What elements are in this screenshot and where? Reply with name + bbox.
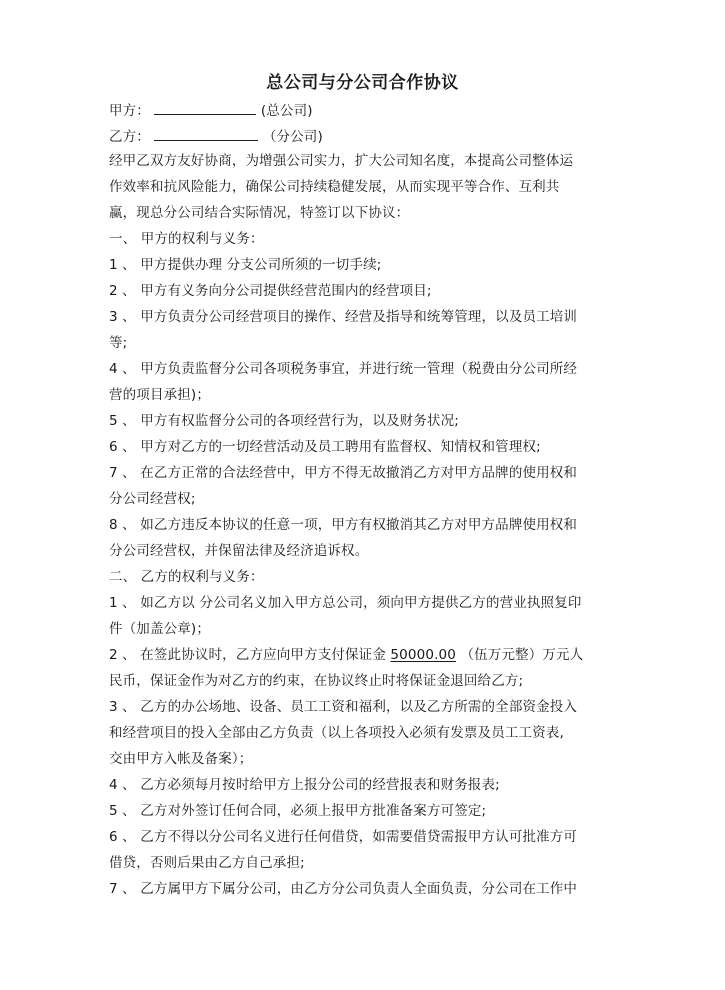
party-a-blank [154,100,256,115]
clause-line: 民币，保证金作为对乙方的约束，在协议终止时将保证金退回给乙方; [109,673,524,689]
clause-line: 3 、 乙方的办公场地、设备、员工工资和福利，以及乙方所需的全部资金投入 [109,699,578,715]
clause-line: 等; [109,335,128,351]
document-title: 总公司与分公司合作协议 [266,73,459,93]
clause-line-deposit [109,646,583,664]
clause-line: 5 、 甲方有权监督分公司的各项经营行为，以及财务状况; [109,413,459,429]
party-a-line [109,100,313,120]
party-b-suffix: （分公司) [262,129,323,145]
clause-line: 分公司经营权，并保留法律及经济追诉权。 [109,543,369,559]
clause-line: 8 、 如乙方违反本协议的任意一项，甲方有权撤消其乙方对甲方品牌使用权和 [109,517,578,533]
party-a-suffix: (总公司) [260,103,313,119]
section-heading: 二、 乙方的权利与义务： [109,569,264,585]
preamble-line: 经甲乙双方友好协商，为增强公司实力，扩大公司知名度，本提高公司整体运 [109,153,574,169]
clause-line: 5 、 乙方对外签订任何合同，必须上报甲方批准备案方可签定; [109,803,487,819]
clause-line: 3 、 甲方负责分公司经营项目的操作、经营及指导和统筹管理，以及员工培训 [109,309,578,325]
clause-line: 4 、 乙方必须每月按时给甲方上报分公司的经营报表和财务报表; [109,777,500,793]
preamble-line: 作效率和抗风险能力，确保公司持续稳健发展，从而实现平等合作、互利共 [109,179,560,195]
clause-line: 6 、 乙方不得以分公司名义进行任何借贷，如需要借贷需报甲方认可批准方可 [109,829,578,845]
party-b-label: 乙方： [109,129,150,145]
section-heading: 一、 甲方的权利与义务： [109,231,264,247]
clause-line: 1 、 甲方提供办理 分支公司所须的一切手续; [109,257,382,273]
deposit-amount: 50000.00 [390,647,457,663]
party-a-label: 甲方： [109,103,150,119]
clause-line: 营的项目承担)； [109,387,210,403]
clause-line: 1 、 如乙方以 分公司名义加入甲方总公司，须向甲方提供乙方的营业执照复印 [109,595,582,611]
party-b-line [109,126,323,146]
clause-line: 交由甲方入帐及备案）； [109,751,253,767]
deposit-text-before: 2 、 在签此协议时，乙方应向甲方支付保证金 [109,647,391,663]
clause-line: 4 、 甲方负责监督分公司各项税务事宜，并进行统一管理（税费由分公司所经 [109,361,578,377]
party-b-blank [154,126,258,141]
clause-line: 7 、 乙方属甲方下属分公司，由乙方分公司负责人全面负责，分公司在工作中 [109,881,578,897]
deposit-text-after: （伍万元整）万元人 [456,647,584,663]
clause-line: 借贷，否则后果由乙方自己承担; [109,855,305,871]
clause-line: 件（加盖公章)； [109,621,210,637]
clause-line: 和经营项目的投入全部由乙方负责（以上各项投入必须有发票及员工工资表, [109,725,564,741]
clause-line: 7 、 在乙方正常的合法经营中，甲方不得无故撤消乙方对甲方品牌的使用权和 [109,465,578,481]
clause-line: 2 、 甲方有义务向分公司提供经营范围内的经营项目; [109,283,432,299]
clause-line: 分公司经营权; [109,491,196,507]
clause-line: 6 、 甲方对乙方的一切经营活动及员工聘用有监督权、知情权和管理权; [109,439,541,455]
preamble-line: 赢，现总分公司结合实际情况，特签订以下协议： [109,205,410,221]
